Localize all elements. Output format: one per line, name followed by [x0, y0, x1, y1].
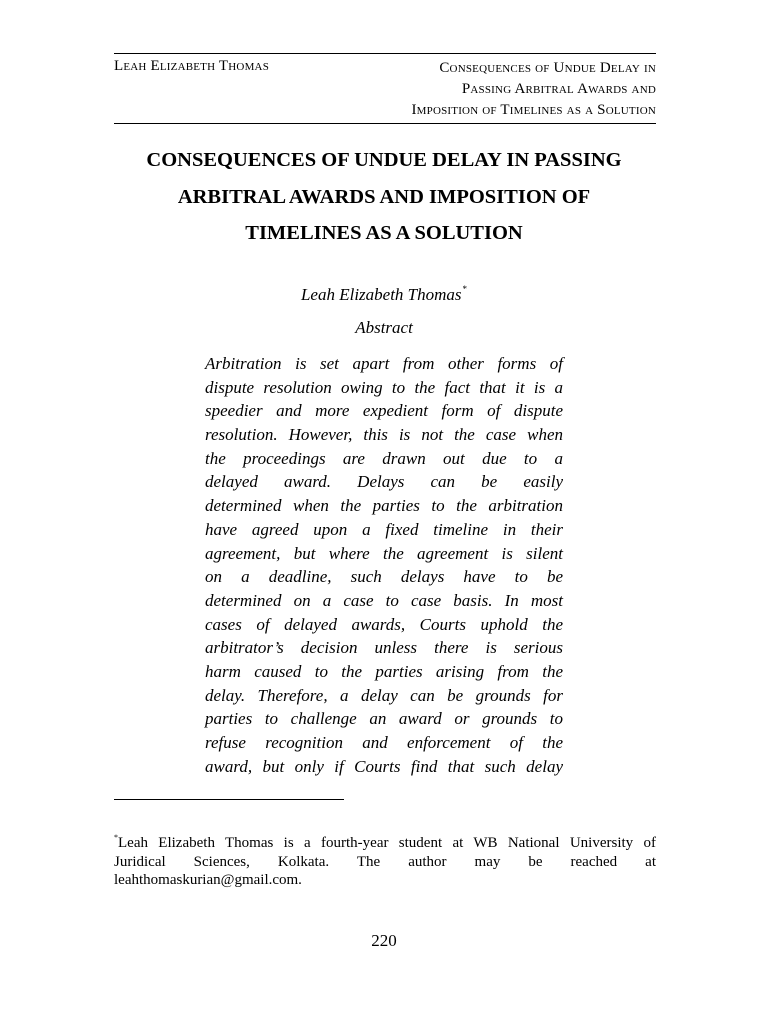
footnote	[114, 829, 656, 890]
abstract-line: have agreed upon a fixed timeline in their	[205, 519, 563, 539]
paper-title-line: ARBITRAL AWARDS AND IMPOSITION OF	[177, 185, 591, 208]
footnote-text: Leah Elizabeth Thomas is a fourth-year student at WB National University of	[118, 835, 656, 851]
abstract-line: refuse recognition and enforcement of the	[205, 733, 563, 752]
page-number: 220	[371, 931, 397, 950]
paper-title	[100, 142, 668, 252]
header-top-rule	[114, 53, 656, 54]
footnote-line	[114, 829, 656, 853]
footnote-line: Juridical Sciences, Kolkata. The author may be reached at	[114, 853, 656, 870]
abstract-line: agreement, but where the agreement is silent	[205, 543, 563, 563]
abstract-line: cases of delayed awards, Courts uphold the	[205, 614, 563, 634]
footnote-separator	[114, 799, 344, 800]
running-header-title-line: Consequences of Undue Delay in	[439, 60, 656, 76]
abstract-body	[205, 352, 563, 778]
abstract-line: the proceedings are drawn out due to a	[205, 448, 563, 468]
abstract-line: Arbitration is set apart from other forms of	[205, 354, 563, 373]
abstract-line: resolution. However, this is not the case when	[205, 425, 563, 445]
running-header	[114, 56, 656, 122]
running-header-title-line: Imposition of Timelines as a Solution	[411, 102, 656, 118]
author-byline	[200, 284, 568, 305]
abstract-line: harm caused to the parties arising from the	[205, 661, 563, 681]
abstract-line: determined on a case to case basis. In most	[205, 590, 563, 610]
running-header-short-title	[411, 58, 656, 121]
footnote-email: leahthomaskurian@gmail.com.	[114, 872, 302, 888]
author-footnote-mark: *	[462, 284, 468, 294]
paper-title-line: TIMELINES AS A SOLUTION	[245, 222, 523, 244]
running-header-title-line: Passing Arbitral Awards and	[461, 81, 656, 97]
abstract-line: delay. Therefore, a delay can be grounds for	[205, 685, 563, 705]
abstract-line: delayed award. Delays can be easily	[205, 472, 563, 492]
abstract-line: on a deadline, such delays have to be	[205, 567, 563, 587]
abstract-line: speedier and more expedient form of dispute	[205, 401, 563, 421]
running-header-author: Leah Elizabeth Thomas	[114, 58, 270, 74]
header-bottom-rule	[114, 123, 656, 124]
abstract-heading: Abstract	[355, 318, 413, 337]
abstract-line: determined when the parties to the arbitration	[205, 496, 563, 516]
author-name: Leah Elizabeth Thomas	[300, 285, 462, 304]
footnote-mark: *	[114, 833, 118, 842]
abstract-line: award, but only if Courts find that such delay	[205, 756, 563, 776]
paper-title-line: CONSEQUENCES OF UNDUE DELAY IN PASSING	[146, 149, 622, 171]
abstract-line: arbitrator’s decision unless there is serious	[205, 638, 563, 658]
abstract-line: parties to challenge an award or grounds to	[205, 709, 563, 729]
abstract-line: dispute resolution owing to the fact that it is a	[205, 377, 563, 397]
